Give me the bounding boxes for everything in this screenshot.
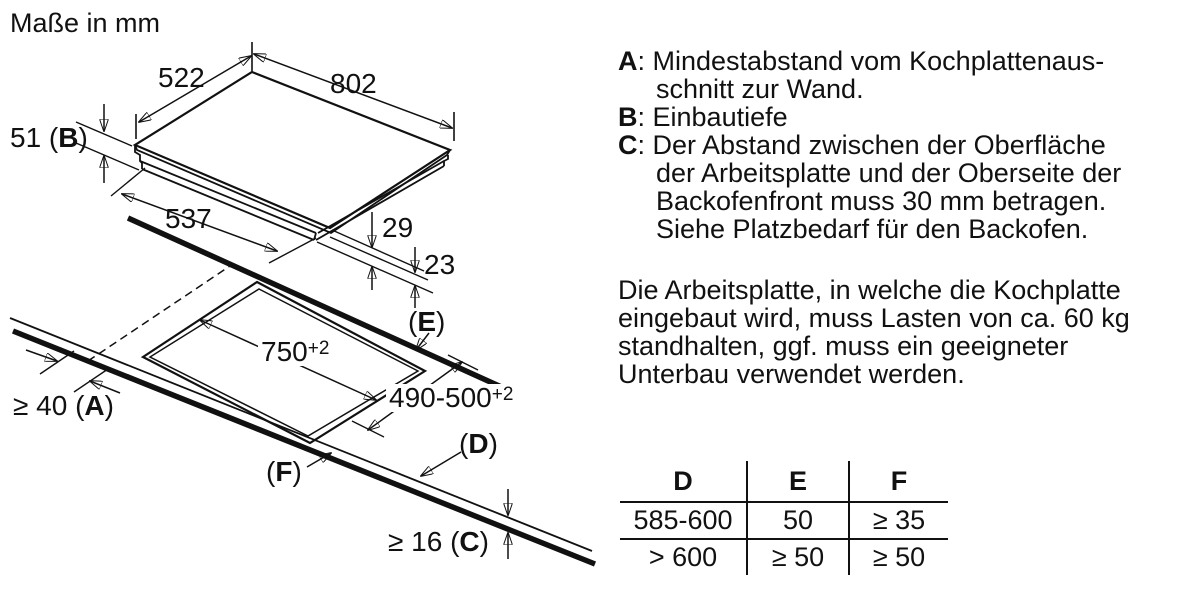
label-f-letter: F [275, 456, 293, 487]
legend-a-line2: schnitt zur Wand. [656, 74, 864, 104]
worktop-load-note [618, 276, 1200, 388]
dim-label-750 [258, 338, 332, 366]
dim-490-tolerance: +2 [491, 384, 514, 405]
dim-750-value: 750 [261, 336, 308, 367]
label-d [459, 430, 498, 458]
legend-a-line1: Mindestabstand vom Kochplattenaus- [652, 46, 1105, 76]
legend-c-line2: der Arbeitsplatte und der Oberseite der [656, 158, 1122, 188]
cell-d-row2: > 600 [620, 539, 747, 575]
label-e-prefix: ( [408, 306, 418, 337]
legend-c-line1: Der Abstand zwischen der Oberfläche [652, 130, 1106, 160]
dim-51-letter: B [58, 122, 79, 153]
legend-c-line3: Backofenfront muss 30 mm betragen. [656, 186, 1107, 216]
table-row [620, 502, 948, 539]
cell-d-row1: 585-600 [620, 502, 747, 539]
label-e-letter: E [417, 306, 437, 337]
cell-e-row2: ≥ 50 [747, 539, 849, 575]
dim-label-522: 522 [158, 62, 205, 93]
label-f [266, 458, 302, 486]
dim-c-suffix: ) [479, 526, 489, 557]
legend-key-a: A [618, 46, 638, 76]
dim-label-537: 537 [165, 203, 212, 234]
dim-c-letter: C [459, 526, 480, 557]
label-d-prefix: ( [459, 428, 469, 459]
table-header-d: D [620, 461, 747, 502]
note-line2: eingebaut wird, muss Lasten von ca. 60 kg [618, 303, 1130, 333]
legend-c-line4: Siehe Platzbedarf für den Backofen. [656, 214, 1089, 244]
dim-490-value: 490-500 [389, 382, 492, 413]
dim-c-prefix: ≥ 16 ( [388, 526, 460, 557]
page-title: Maße in mm [10, 8, 161, 38]
dim-label-29: 29 [382, 212, 414, 243]
legend [618, 47, 1200, 243]
table-row [620, 539, 948, 575]
table-header-row [620, 461, 948, 502]
label-e [408, 308, 445, 336]
cell-e-row1: 50 [747, 502, 849, 539]
dim-label-40-a [13, 392, 114, 420]
table-header-f: F [849, 461, 948, 502]
legend-sep-c: : [637, 130, 653, 160]
dim-51-prefix: 51 ( [10, 122, 59, 153]
legend-key-b: B [618, 102, 638, 132]
note-line1: Die Arbeitsplatte, in welche die Kochplatte [618, 275, 1121, 305]
dim-750-tolerance: +2 [307, 338, 330, 359]
note-line4: Unterbau verwendet werden. [618, 359, 965, 389]
legend-item-a [618, 47, 1200, 75]
note-line3: standhalten, ggf. muss ein geeigneter [618, 331, 1069, 361]
dim-label-23: 23 [424, 249, 456, 280]
label-f-prefix: ( [266, 456, 276, 487]
clearance-table [620, 461, 948, 575]
dim-51-suffix: ) [78, 122, 88, 153]
label-d-suffix: ) [488, 428, 498, 459]
dim-a-prefix: ≥ 40 ( [13, 390, 85, 421]
label-f-suffix: ) [292, 456, 302, 487]
label-e-suffix: ) [436, 306, 446, 337]
dim-a-suffix: ) [104, 390, 114, 421]
cell-f-row2: ≥ 50 [872, 542, 926, 572]
dim-label-16-c [388, 528, 489, 556]
dim-label-51-b [10, 124, 88, 152]
table-header-e: E [747, 461, 849, 502]
dim-label-802: 802 [330, 68, 377, 99]
cooktop-drawing [76, 42, 454, 308]
dim-label-490-500 [386, 384, 516, 412]
legend-item-c [618, 131, 1200, 159]
legend-sep-b: : [637, 102, 653, 132]
dim-a-letter: A [84, 390, 105, 421]
legend-sep-a: : [637, 46, 653, 76]
legend-b-line1: Einbautiefe [652, 102, 788, 132]
cell-f-row1: ≥ 35 [849, 502, 948, 539]
legend-key-c: C [618, 130, 638, 160]
label-d-letter: D [468, 428, 489, 459]
legend-item-b [618, 103, 1200, 131]
